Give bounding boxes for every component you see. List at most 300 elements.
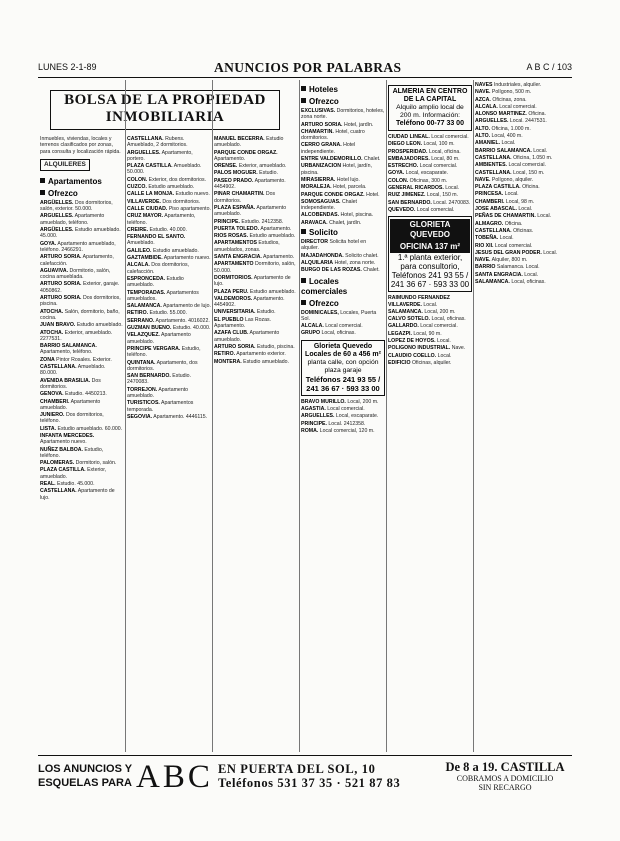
classified-ad bbox=[127, 346, 211, 359]
ad-text: Local, oficinas. bbox=[431, 316, 466, 323]
ad-keyword: ALMAGRO. bbox=[475, 220, 504, 227]
bullet-square-icon bbox=[301, 278, 306, 283]
ad-text: Local. bbox=[501, 140, 516, 147]
ad-keyword: PEÑAS DE CHAMARTIN. bbox=[475, 213, 536, 220]
ad-text: Dos dormitorios, piscina. bbox=[40, 295, 121, 308]
ad-text: Estudio. 40.000. bbox=[149, 226, 187, 233]
footer-address: EN PUERTA DEL SOL, 10 Teléfonos 531 37 35 · 521 87 83 bbox=[218, 762, 401, 790]
ad-keyword: ALONSO MARTINEZ. bbox=[475, 111, 527, 118]
classified-ad bbox=[301, 428, 385, 434]
ad-keyword: CUZCO. bbox=[127, 184, 147, 191]
classified-ad bbox=[40, 467, 124, 480]
classified-ad bbox=[301, 156, 385, 162]
ad-text: Estudio, teléfono. bbox=[40, 446, 104, 459]
ad-keyword: ARTURO SORIA. bbox=[40, 281, 82, 288]
ad-keyword: ARAVACA. bbox=[301, 219, 328, 226]
ad-text: Local, oficina. bbox=[428, 148, 461, 155]
classified-ad bbox=[214, 191, 298, 204]
ad-keyword: JUNIERO. bbox=[40, 412, 65, 419]
ad-keyword: DIRECTOR bbox=[301, 239, 328, 246]
bolsa-propiedad-banner bbox=[50, 90, 280, 130]
column-rule bbox=[212, 80, 213, 752]
ad-keyword: CLAUDIO COELLO. bbox=[388, 352, 437, 359]
ad-keyword: TOBEÑA. bbox=[475, 235, 499, 242]
ad-text: Estudio amueblado. bbox=[76, 322, 123, 329]
ad-keyword: PARQUE CONDE ORGAZ. bbox=[214, 149, 278, 156]
ad-keyword: EMBAJADORES. bbox=[388, 155, 430, 162]
ad-text: Local, 150 m. bbox=[513, 169, 545, 176]
classified-ad bbox=[40, 391, 124, 397]
classified-ad bbox=[388, 178, 472, 184]
ad-text: Local. bbox=[533, 147, 548, 154]
ad-text: Estudio. 4450213. bbox=[65, 391, 107, 398]
ad-text: Oficina. bbox=[504, 220, 523, 227]
classified-ad bbox=[388, 200, 472, 206]
classified-ad bbox=[301, 253, 385, 259]
ad-keyword: MIRASIERRA. bbox=[301, 176, 336, 183]
subsection-heading: Ofrezco bbox=[40, 189, 124, 199]
abc-logo: ABC bbox=[136, 759, 213, 795]
ad-text: Estudio amueblado. bbox=[152, 247, 199, 254]
classified-ad bbox=[475, 221, 572, 227]
classified-ad bbox=[301, 413, 385, 419]
ad-keyword: CHAMBERI. bbox=[40, 398, 70, 405]
classified-ad bbox=[40, 227, 124, 240]
banner-line-2: INMOBILIARIA bbox=[105, 109, 225, 125]
classified-ad bbox=[127, 325, 211, 331]
classified-ad bbox=[214, 289, 298, 295]
classified-ad bbox=[301, 330, 385, 336]
ad-keyword: RETIRO. bbox=[214, 351, 236, 358]
classified-ad bbox=[301, 122, 385, 128]
ad-text: Apartamento. 4454902. bbox=[214, 177, 286, 191]
banner-line-1: BOLSA DE LA PROPIEDAD bbox=[64, 92, 266, 108]
ad-text: Apartamento. 4016022. bbox=[155, 317, 210, 324]
classified-ad bbox=[127, 290, 211, 303]
classified-ad bbox=[40, 322, 124, 328]
ad-text: Oficinas. bbox=[513, 227, 534, 234]
column-rule bbox=[125, 80, 126, 752]
classified-ad bbox=[214, 205, 298, 218]
ad-keyword: ENTRE VALDEMORILLO. bbox=[301, 156, 363, 163]
ad-keyword: NAVE. bbox=[475, 176, 491, 183]
ad-text: Apartamento amueblado. bbox=[127, 386, 189, 399]
ad-text: Estudio. bbox=[259, 170, 278, 177]
ad-keyword: REAL. bbox=[40, 481, 56, 488]
ad-keyword: COLON. bbox=[127, 176, 148, 183]
ad-text: Apartamento, calefacción. bbox=[40, 254, 114, 267]
classified-ad bbox=[127, 373, 211, 386]
ad-text: Chalet independiente. bbox=[301, 198, 357, 212]
classified-ad bbox=[214, 170, 298, 176]
column-rule bbox=[386, 80, 387, 752]
ad-keyword: CRUZ MAYOR. bbox=[127, 213, 164, 220]
footer-hours: De 8 a 19. CASTILLA COBRAMOS A DOMICILIO SIN RECARGO bbox=[445, 760, 565, 792]
ad-keyword: GAZTAMBIDE. bbox=[127, 255, 163, 262]
ad-text: Chalet. bbox=[364, 156, 381, 163]
ad-text: Local, 150 m. bbox=[426, 192, 459, 199]
classified-ad bbox=[475, 162, 572, 168]
page-footer bbox=[38, 755, 572, 795]
classified-ad bbox=[127, 310, 211, 316]
classified-column-2 bbox=[127, 136, 211, 756]
ad-text: Local comercial. bbox=[325, 323, 363, 330]
classified-list bbox=[388, 134, 472, 213]
ad-keyword: ARGÜELLES. bbox=[40, 227, 74, 234]
ad-text: Local. bbox=[518, 206, 533, 213]
classified-ad bbox=[301, 323, 385, 329]
ad-keyword: QUINTANA. bbox=[127, 359, 156, 366]
ad-keyword: ALCALA. bbox=[301, 323, 324, 330]
ad-keyword: EXCLUSIVAS. bbox=[301, 108, 336, 114]
classified-ad bbox=[388, 353, 472, 359]
ad-keyword: ALTO. bbox=[475, 133, 491, 140]
bullet-square-icon bbox=[40, 190, 45, 195]
ad-keyword: PALOS MOGUER. bbox=[214, 170, 258, 177]
ad-text: Dormitorio, salón. bbox=[75, 460, 117, 467]
ad-keyword: GENOVA. bbox=[40, 391, 64, 398]
ad-text: Exterior, amueblado. 2277531. bbox=[40, 329, 113, 342]
ad-keyword: CIUDAD LINEAL. bbox=[388, 134, 430, 140]
classified-ad bbox=[127, 177, 211, 183]
ad-keyword: SEGOVIA. bbox=[127, 413, 153, 420]
ad-keyword: SAN BERNARDO. bbox=[388, 199, 432, 206]
ad-keyword: ALTO. bbox=[475, 125, 491, 132]
classified-ad bbox=[127, 262, 211, 275]
classified-ad bbox=[127, 234, 211, 247]
classified-ad bbox=[475, 177, 572, 183]
ad-text: Local comercial. bbox=[419, 163, 458, 170]
ad-keyword: APARTAMENTOS bbox=[214, 240, 257, 247]
ad-text: Local. bbox=[537, 213, 552, 220]
classified-ad bbox=[214, 351, 298, 357]
ad-keyword: JUAN BRAVO. bbox=[40, 322, 76, 329]
ad-text: Local, escaparate. bbox=[335, 413, 379, 420]
ad-text: Local. bbox=[423, 301, 438, 308]
classified-ad bbox=[214, 240, 298, 253]
ad-text: Solicita hotel en alquiler. bbox=[301, 239, 367, 252]
ad-text: Dos dormitorios, teléfono. bbox=[40, 412, 104, 425]
ad-keyword: AZCA. bbox=[475, 96, 491, 103]
ad-text: Local comercial. bbox=[499, 103, 537, 110]
ad-keyword: ALCALA. bbox=[127, 262, 150, 269]
ad-keyword: GUZMAN BUENO. bbox=[127, 325, 172, 332]
classified-ad bbox=[388, 149, 472, 155]
classified-ad bbox=[301, 406, 385, 412]
ad-keyword: ALCOBENDAS. bbox=[301, 212, 340, 219]
bullet-square-icon bbox=[301, 229, 306, 234]
ad-keyword: ESTRECHO. bbox=[388, 163, 419, 170]
ad-text: Estudios, amueblados, zonas. bbox=[214, 240, 280, 253]
classified-ad bbox=[40, 309, 124, 322]
ad-text: Hotel, zona norte. bbox=[334, 259, 376, 266]
ad-text: Estudio amueblado. bbox=[249, 233, 296, 240]
ad-keyword: ARTURO SORIA. bbox=[214, 343, 256, 350]
ad-keyword: BARRIO SALAMANCA. bbox=[475, 147, 532, 154]
classified-ad bbox=[301, 239, 385, 252]
ad-keyword: AGUAVIVA. bbox=[40, 267, 69, 274]
ad-keyword: RAIMUNDO FERNANDEZ VILLAVERDE. bbox=[388, 295, 450, 308]
subsection-heading: Solicito bbox=[301, 228, 385, 238]
ad-text: Pintor Rosales. Exterior. bbox=[56, 356, 112, 363]
classified-ad bbox=[475, 235, 572, 241]
ad-text: Apartamento amueblado. bbox=[127, 332, 191, 345]
ad-keyword: PLAZA CASTILLA. bbox=[40, 467, 86, 474]
ad-text: Estudio amueblado. bbox=[249, 288, 296, 295]
ad-text: Apartamento amueblado. bbox=[214, 204, 287, 218]
ad-text: Apartamento, teléfono. bbox=[40, 349, 93, 356]
ad-text: Local, 200 m. bbox=[424, 308, 456, 315]
ad-text: Estudio. 2470083. bbox=[127, 373, 192, 386]
ad-keyword: ARGUELLES. bbox=[301, 413, 335, 420]
ad-text: Apartamento. 4454902. bbox=[214, 295, 285, 309]
ad-keyword: ALQUILARIA bbox=[301, 259, 333, 266]
ad-text: Apartamento, dos dormitorios. bbox=[127, 359, 198, 372]
ad-text: Hotel, jardín, piscina. bbox=[301, 163, 372, 176]
ad-text: Local. bbox=[445, 185, 460, 192]
classified-ad bbox=[40, 426, 124, 432]
ad-keyword: PROSPERIDAD. bbox=[388, 148, 428, 155]
ad-keyword: AMANIEL. bbox=[475, 140, 501, 147]
ad-text: Hotel. bbox=[366, 191, 380, 198]
ad-keyword: ATOCHA. bbox=[40, 329, 64, 336]
ad-keyword: ESPRONCEDA. bbox=[127, 275, 166, 282]
ad-keyword: ROMA. bbox=[301, 427, 319, 434]
classified-ad bbox=[40, 488, 124, 501]
classified-ad bbox=[388, 345, 472, 351]
ad-keyword: SAN BERNARDO. bbox=[127, 373, 171, 380]
ad-text: Amueblado. bbox=[127, 240, 155, 247]
ad-keyword: ARGÜELLES. bbox=[40, 199, 74, 206]
classified-ad bbox=[214, 261, 298, 274]
ad-keyword: FERNANDO EL SANTO. bbox=[127, 234, 186, 241]
classified-ad bbox=[214, 150, 298, 163]
page-reference: A B C / 103 bbox=[526, 62, 572, 72]
classified-ad bbox=[301, 177, 385, 183]
classified-ad bbox=[214, 317, 298, 330]
ad-text: Local, oficinas. bbox=[511, 279, 546, 286]
ad-keyword: ARGUELLES. bbox=[40, 213, 74, 220]
ad-text: Oficina, 1.050 m. bbox=[513, 154, 553, 161]
ad-text: Locales, Puerta Sol. bbox=[301, 309, 377, 322]
classified-ad bbox=[40, 378, 124, 391]
ad-text: Local, oficinas. bbox=[321, 330, 356, 337]
ad-text: Local. bbox=[504, 191, 519, 198]
display-ad-glorieta-quevedo: GLORIETA QUEVEDO OFICINA 137 m² 1.ª planta exterior, para consultorio, Teléfonos 241 93 55 / 241 36 67 · 593 33 00 bbox=[388, 216, 472, 292]
classified-ad bbox=[127, 191, 211, 197]
ad-text: Apartamentos amueblados. bbox=[127, 289, 199, 302]
ad-text: Apartamentos temporada. bbox=[127, 400, 194, 413]
classified-ad bbox=[475, 257, 572, 263]
ad-text: Local. bbox=[524, 271, 539, 278]
section-heading: Locales comerciales bbox=[301, 276, 348, 296]
ad-text: Estudio amueblado. bbox=[243, 358, 289, 365]
classified-ad bbox=[475, 155, 572, 161]
ad-keyword: AMBIENTES. bbox=[475, 162, 507, 169]
classified-ad bbox=[127, 199, 211, 205]
classified-ad bbox=[214, 178, 298, 191]
ad-keyword: EDIFICIO bbox=[388, 359, 411, 366]
ad-keyword: JESUS DEL GRAN PODER. bbox=[475, 249, 542, 256]
ad-text: Local, 80 m. bbox=[431, 155, 460, 162]
bullet-square-icon bbox=[301, 300, 306, 305]
ad-text: Local, 400 m. bbox=[491, 133, 523, 140]
ad-keyword: GOYA. bbox=[388, 170, 405, 177]
ad-keyword: CHAMARTIN. bbox=[301, 128, 334, 135]
alquileres-label: ALQUILERES bbox=[40, 159, 90, 171]
ad-keyword: PASEO PRADO. bbox=[214, 177, 254, 184]
ad-keyword: PRINCIPE. bbox=[214, 218, 240, 225]
ad-text: Dormitorio, salón, cocina amueblada. bbox=[40, 267, 111, 281]
ad-text: Chalet, jardín. bbox=[329, 219, 362, 226]
ad-text: Dos dormitorios, salón, exterior. 50.000. bbox=[40, 199, 113, 213]
classified-ad bbox=[40, 200, 124, 213]
column-rule bbox=[299, 80, 300, 752]
ad-text: Local. 2447531. bbox=[509, 118, 547, 125]
classified-list bbox=[301, 399, 385, 434]
ad-keyword: QUEVEDO. bbox=[388, 206, 416, 213]
classified-list bbox=[475, 82, 572, 285]
ad-keyword: UNIVERSITARIA. bbox=[214, 309, 256, 316]
ad-text: Apartamento amueblado, teléfono. 2466291. bbox=[40, 240, 116, 253]
classified-ad bbox=[214, 219, 298, 225]
classified-column-3 bbox=[214, 136, 298, 756]
classified-ad bbox=[301, 199, 385, 212]
ad-keyword: PRINCESA. bbox=[475, 191, 504, 198]
ad-text: Apartamento, teléfono. bbox=[127, 213, 196, 226]
ad-text: Piso apartamento. bbox=[168, 205, 211, 212]
ad-keyword: MONTERA. bbox=[214, 358, 242, 365]
ad-keyword: ZONA bbox=[40, 356, 55, 363]
classified-ad bbox=[475, 89, 572, 95]
ad-text: Estudio amueblado. bbox=[148, 184, 195, 191]
ad-text: Estudio amueblado. 45.000. bbox=[40, 227, 121, 240]
ad-text: Estudio. 2412358. bbox=[241, 218, 284, 225]
classified-ad bbox=[214, 296, 298, 309]
classified-ad bbox=[475, 126, 572, 132]
ad-keyword: PRINCIPE. bbox=[301, 420, 327, 427]
ad-keyword: CHAMBERI. bbox=[475, 198, 505, 205]
ad-keyword: CASTELLANA. bbox=[40, 488, 77, 495]
classified-ad bbox=[301, 192, 385, 198]
ad-text: Estudio amueblado. 60.000. bbox=[57, 425, 123, 432]
classified-ad bbox=[301, 220, 385, 226]
ad-text: Apartamento nuevo. bbox=[40, 439, 87, 446]
ad-text: Salón, dormitorio, baño, cocina. bbox=[40, 308, 120, 321]
classified-ad bbox=[388, 141, 472, 147]
ad-keyword: VILLAVERDE. bbox=[127, 198, 161, 205]
classified-ad bbox=[40, 357, 124, 363]
ad-keyword: ARGUELLES. bbox=[475, 118, 509, 125]
ad-keyword: VELAZQUEZ. bbox=[127, 332, 160, 339]
ad-keyword: APARTAMENTO bbox=[214, 261, 254, 268]
classified-ad bbox=[388, 331, 472, 337]
ad-text: Apartamento. bbox=[214, 155, 246, 162]
classified-ad bbox=[475, 250, 572, 256]
classified-ad bbox=[301, 142, 385, 155]
ad-keyword: DORMITORIOS. bbox=[214, 274, 253, 281]
classified-ad bbox=[388, 295, 472, 308]
classified-ad bbox=[214, 275, 298, 288]
ad-text: Apartamento, portero. bbox=[127, 149, 193, 162]
ad-text: Local. bbox=[499, 235, 514, 242]
classified-ad bbox=[40, 281, 124, 294]
classified-ad bbox=[475, 118, 572, 124]
ad-keyword: TORREJON. bbox=[127, 386, 158, 393]
classified-ad bbox=[127, 184, 211, 190]
ad-text: Rubens. Amueblado, 2 dormitorios. bbox=[127, 136, 188, 149]
ad-keyword: NUÑEZ BALBOA. bbox=[40, 446, 83, 453]
classified-ad bbox=[40, 433, 124, 446]
classified-ad bbox=[40, 399, 124, 412]
ad-keyword: PINAR CHAMARTIN. bbox=[214, 191, 265, 198]
ad-keyword: GALLARDO. bbox=[388, 323, 419, 330]
ad-keyword: SALAMANCA. bbox=[127, 303, 162, 310]
ad-keyword: LEGAZPI. bbox=[388, 330, 412, 337]
ad-keyword: GALILEO. bbox=[127, 247, 152, 254]
ad-text: Salamanca. Local. bbox=[496, 264, 540, 271]
section-title: ANUNCIOS POR PALABRAS bbox=[214, 60, 402, 75]
classified-ad bbox=[40, 241, 124, 254]
display-ad-locales: Glorieta Quevedo Locales de 60 a 456 m² planta calle, con opción plaza garaje Teléfonos 241 93 55 / 241 36 67 · 593 33 00 bbox=[301, 340, 385, 396]
classified-list bbox=[301, 108, 385, 226]
classified-column-6 bbox=[475, 82, 572, 756]
classified-ad bbox=[388, 338, 472, 344]
ad-keyword: BRAVO MURILLO. bbox=[301, 398, 346, 405]
classified-ad bbox=[214, 163, 298, 169]
classified-ad bbox=[127, 387, 211, 400]
ad-keyword: TEMPORADAS. bbox=[127, 289, 166, 296]
ad-keyword: SANTA ENGRACIA. bbox=[214, 254, 262, 261]
issue-date: LUNES 2-1-89 bbox=[38, 62, 97, 72]
ad-text: Exterior, amueblado. bbox=[238, 163, 287, 170]
classified-list bbox=[127, 136, 211, 420]
classified-column-4 bbox=[301, 82, 385, 756]
ad-keyword: TURISTICOS. bbox=[127, 400, 160, 407]
ad-keyword: CASTELLANA. bbox=[475, 169, 512, 176]
ad-keyword: URBANIZACION bbox=[301, 163, 342, 170]
ad-text: Estudio, piscina. bbox=[256, 343, 295, 350]
ad-text: Chalet. bbox=[363, 267, 380, 274]
classified-ad bbox=[127, 206, 211, 212]
ad-keyword: PALOMERAS. bbox=[40, 460, 75, 467]
ad-keyword: SANTA ENGRACIA. bbox=[475, 271, 523, 278]
bullet-square-icon bbox=[301, 86, 306, 91]
ad-keyword: NAVES bbox=[475, 82, 493, 88]
ad-keyword: COLON. bbox=[388, 177, 409, 184]
ad-text: Local comercial. bbox=[416, 206, 455, 213]
ad-keyword: AZAFA CLUB. bbox=[214, 330, 249, 337]
ad-keyword: AVENIDA BRASILIA. bbox=[40, 377, 91, 384]
ad-keyword: LISTA. bbox=[40, 425, 57, 432]
ad-text: Apartamento de lujo. bbox=[163, 303, 211, 310]
ad-text: Hotel lujo. bbox=[336, 176, 360, 183]
ad-keyword: CASTELLANA. bbox=[40, 364, 77, 371]
ad-text: Industriales, alquiler. bbox=[493, 82, 542, 88]
ad-text: Local, escaparate. bbox=[405, 170, 449, 177]
ad-keyword: INFANTA MERCEDES. bbox=[40, 432, 95, 439]
classified-ad bbox=[40, 330, 124, 343]
classified-ad bbox=[475, 97, 572, 103]
classified-ad bbox=[127, 255, 211, 261]
ad-text: Apartamento amueblado. bbox=[214, 330, 280, 343]
classified-ad bbox=[475, 140, 572, 146]
display-ad-almeria: ALMERIA EN CENTRO DE LA CAPITAL Alquilo amplio local de 200 m. Información: Teléfono 00-77 33 00 bbox=[388, 85, 472, 131]
ad-keyword: VALDEMOROS. bbox=[214, 295, 253, 302]
ad-text: Estudio. bbox=[256, 309, 276, 316]
ad-keyword: MAJADAHONDA. bbox=[301, 252, 344, 259]
classified-ad bbox=[475, 111, 572, 117]
